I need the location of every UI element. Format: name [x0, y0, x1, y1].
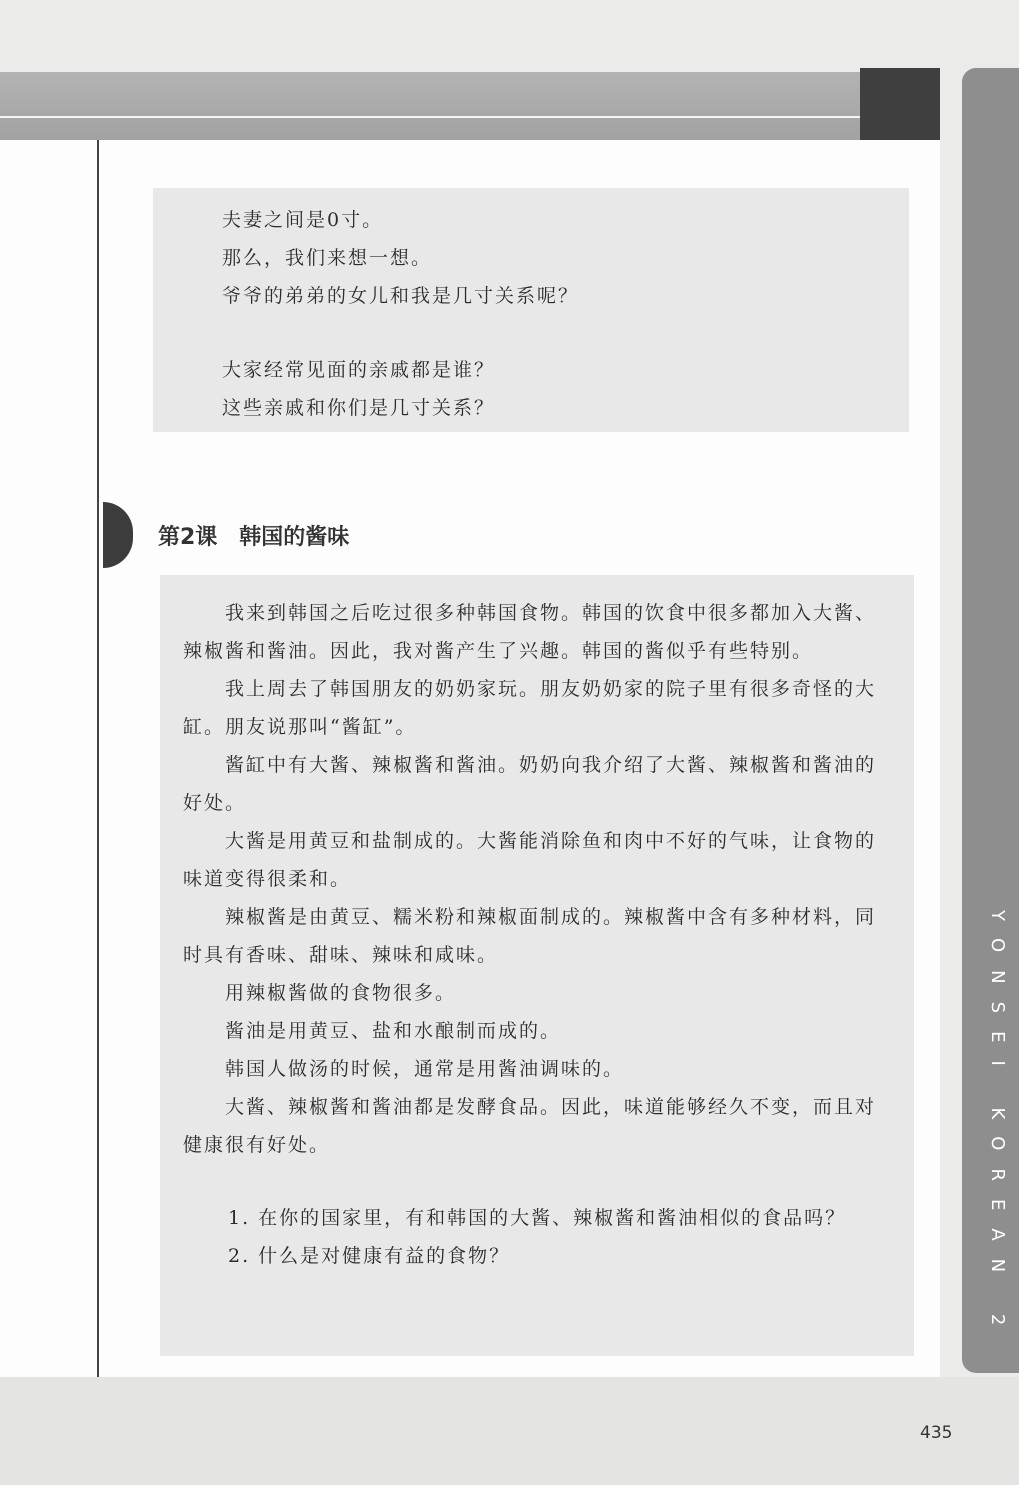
top-gray-band — [0, 72, 940, 140]
page-number: 435 — [920, 1423, 953, 1443]
reading-line: 我上周去了韩国朋友的奶奶家玩。朋友奶奶家的院子里有很多奇怪的大 — [225, 678, 877, 700]
reading-line: 酱油是用黄豆、盐和水酿制而成的。 — [225, 1020, 562, 1042]
top-dark-block — [860, 68, 940, 140]
top-rule — [0, 116, 860, 118]
reading-line: 用辣椒酱做的食物很多。 — [225, 982, 457, 1004]
reading-line: 我来到韩国之后吃过很多种韩国食物。韩国的饮食中很多都加入大酱、 — [225, 602, 877, 624]
reading-line: 韩国人做汤的时候，通常是用酱油调味的。 — [225, 1058, 625, 1080]
box1-line-4: 大家经常见面的亲戚都是谁？ — [222, 359, 496, 381]
bottom-band — [0, 1377, 1019, 1485]
reading-line: 味道变得很柔和。 — [183, 868, 352, 890]
reading-line: 辣椒酱和酱油。因此，我对酱产生了兴趣。韩国的酱似乎有些特别。 — [183, 640, 814, 662]
section-title: 第2课 韩国的酱味 — [158, 525, 350, 550]
question-1: 1. 在你的国家里，有和韩国的大酱、辣椒酱和酱油相似的食品吗？ — [228, 1207, 847, 1229]
page-margin-line — [97, 140, 99, 1377]
reading-line: 缸。朋友说那叫“酱缸”。 — [183, 716, 417, 738]
reading-line: 健康很有好处。 — [183, 1134, 331, 1156]
reading-line: 时具有香味、甜味、辣味和咸味。 — [183, 944, 499, 966]
side-tab-label: YONSEI KOREAN 2 — [987, 910, 1008, 1344]
reading-line: 大酱是用黄豆和盐制成的。大酱能消除鱼和肉中不好的气味，让食物的 — [225, 830, 877, 852]
reading-line: 酱缸中有大酱、辣椒酱和酱油。奶奶向我介绍了大酱、辣椒酱和酱油的 — [225, 754, 877, 776]
question-2: 2. 什么是对健康有益的食物？ — [228, 1245, 511, 1267]
reading-line: 大酱、辣椒酱和酱油都是发酵食品。因此，味道能够经久不变，而且对 — [225, 1096, 877, 1118]
box1-line-3: 爷爷的弟弟的女儿和我是几寸关系呢？ — [222, 285, 580, 307]
box1-line-5: 这些亲戚和你们是几寸关系？ — [222, 397, 496, 419]
reading-line: 好处。 — [183, 792, 247, 814]
box1-line-2: 那么，我们来想一想。 — [222, 247, 433, 269]
reading-line: 辣椒酱是由黄豆、糯米粉和辣椒面制成的。辣椒酱中含有多种材料，同 — [225, 906, 877, 928]
box1-line-1: 夫妻之间是0寸。 — [222, 209, 384, 231]
